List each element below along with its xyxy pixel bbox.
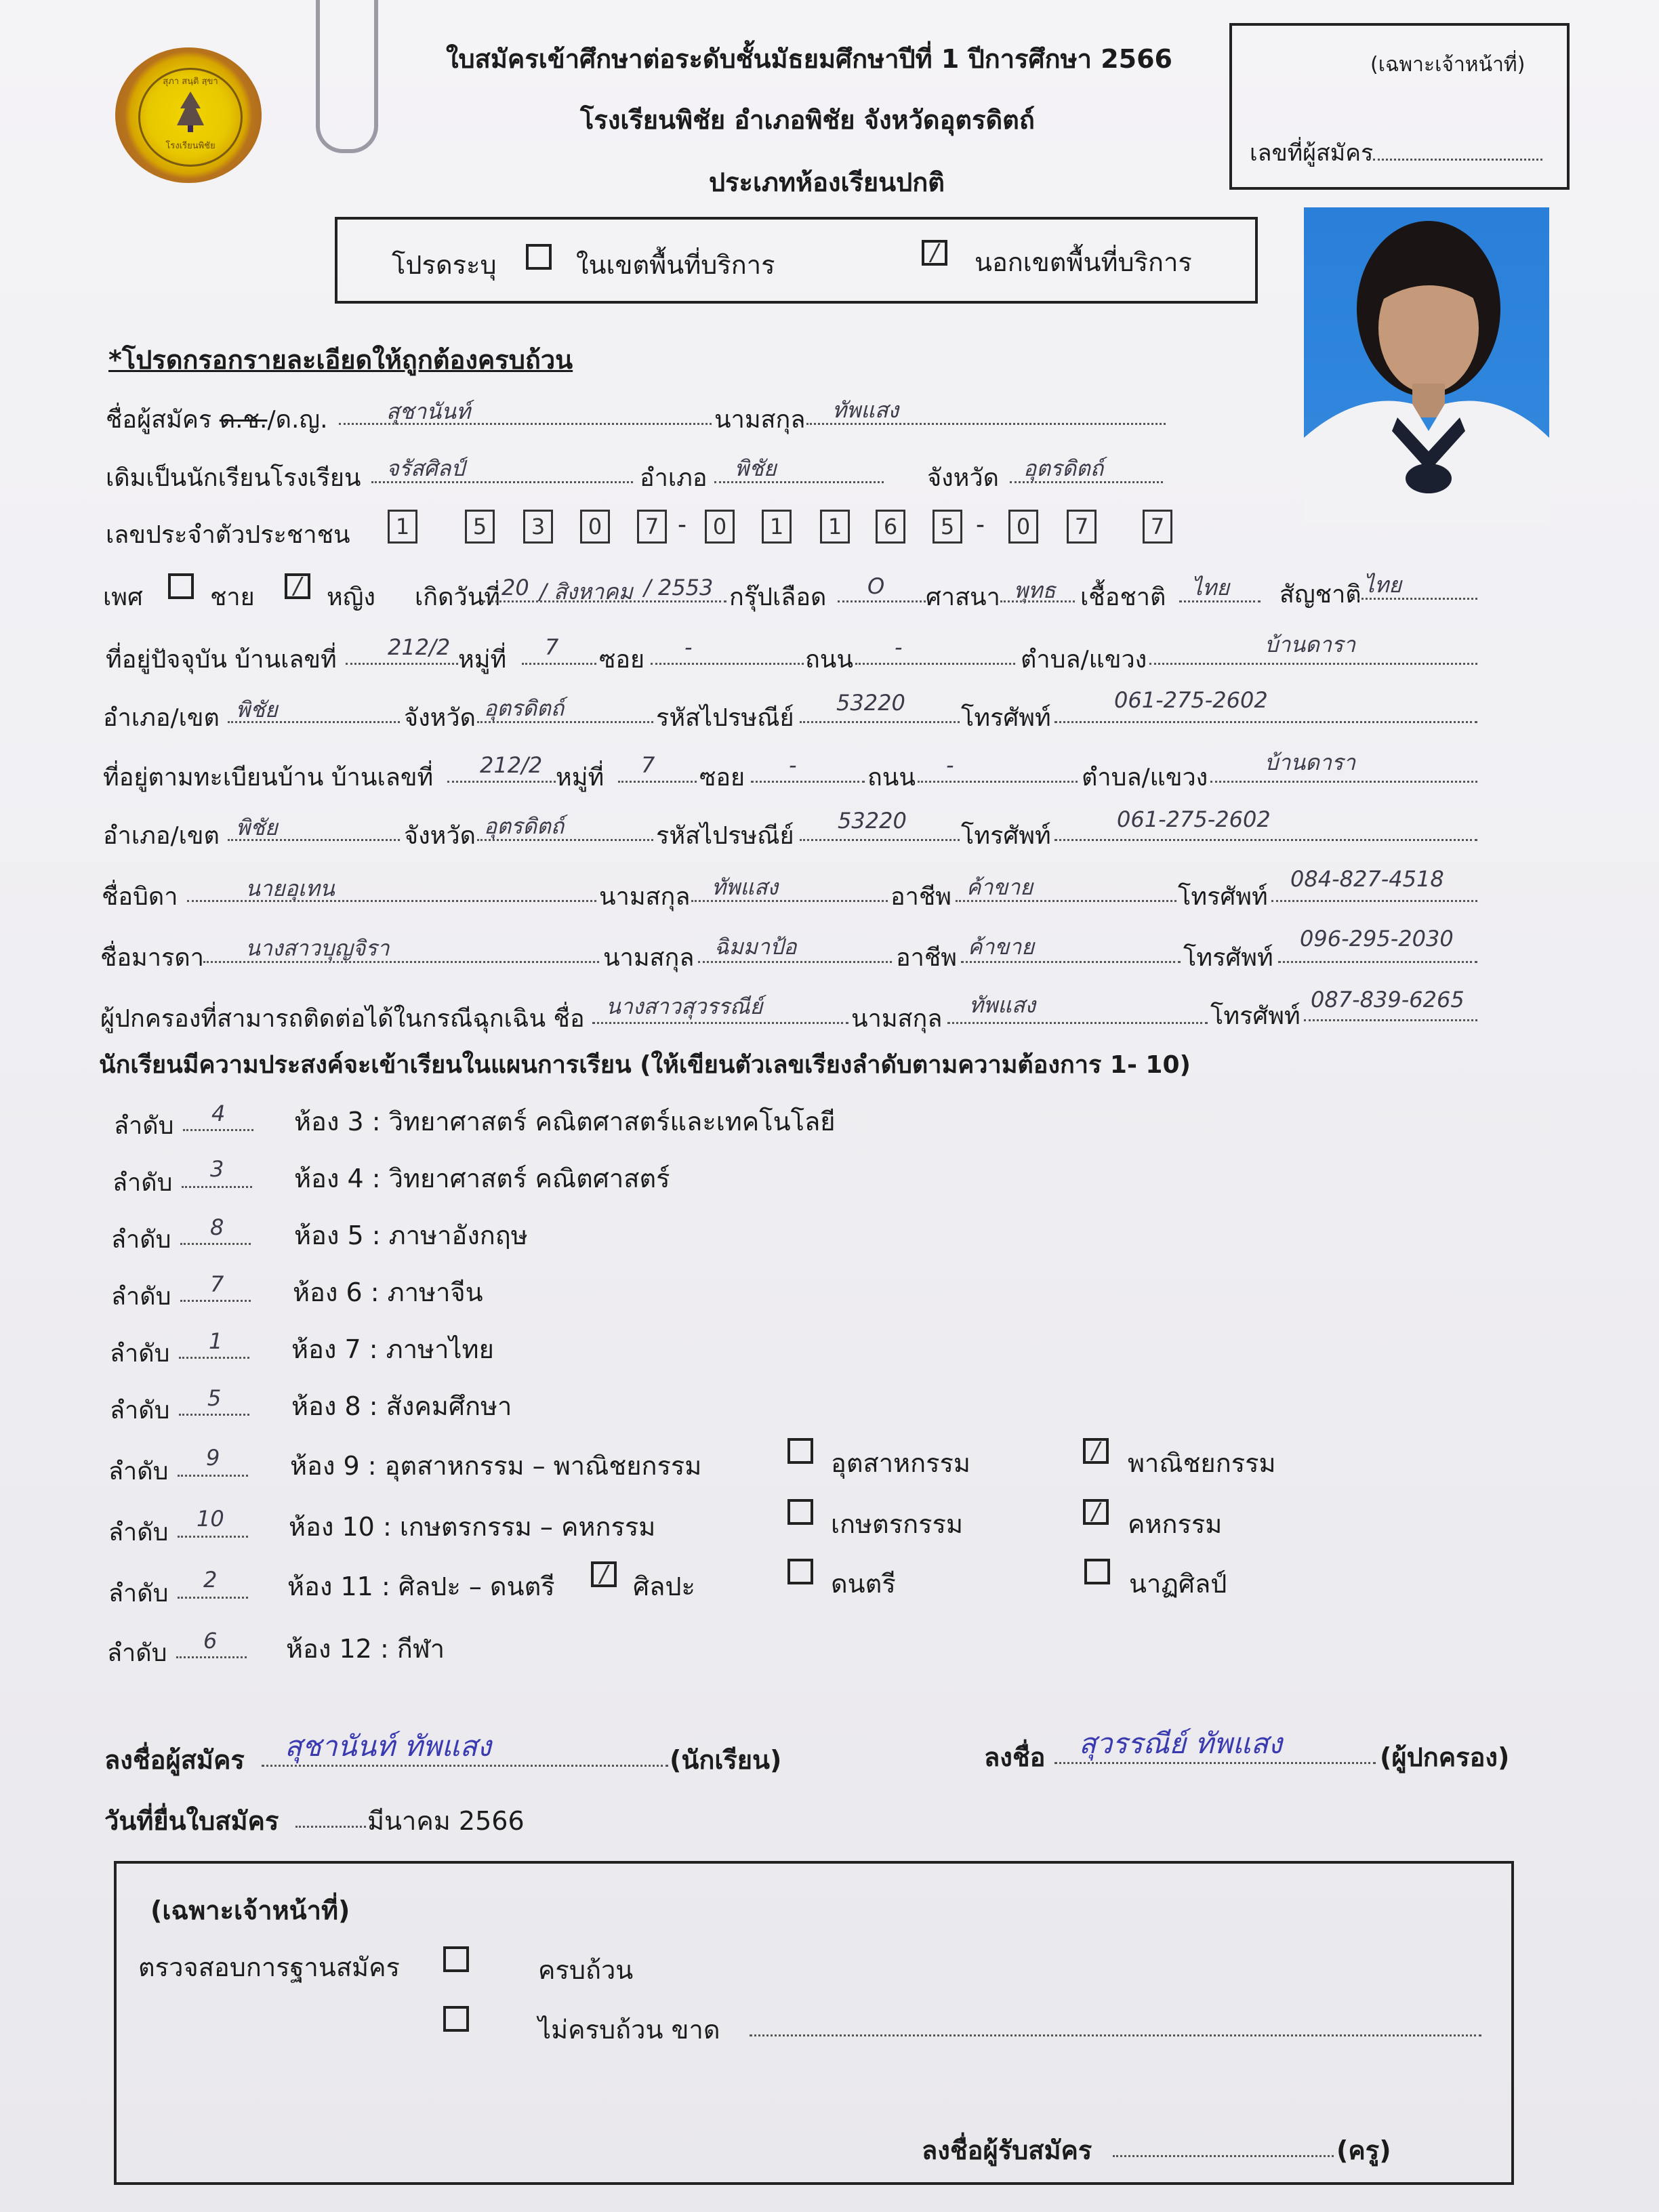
mother-surname[interactable]: ฉิมมาป้อ	[714, 934, 797, 960]
guardian-sign-line	[1054, 1736, 1376, 1764]
receiver-sign-label: ลงชื่อผู้รับสมัคร	[922, 2135, 1092, 2165]
plan-rank-value[interactable]: 8	[210, 1214, 224, 1240]
surname-line	[806, 400, 1166, 425]
cur-postcode-label: รหัสไปรษณีย์	[656, 704, 794, 732]
cur-province[interactable]: อุตรดิตถ์	[484, 695, 565, 721]
instructions: *โปรดกรอกรายละเอียดให้ถูกต้องครบถ้วน	[108, 345, 573, 375]
cur-district-label: อำเภอ/เขต	[103, 704, 220, 732]
reg-district[interactable]: พิชัย	[236, 815, 278, 840]
plan-room: ห้อง 10 : เกษตรกรรม – คหกรรม	[289, 1512, 656, 1542]
prefix-struck: ด.ช.	[219, 406, 268, 434]
male-label: ชาย	[210, 583, 255, 611]
reg-province[interactable]: อุตรดิตถ์	[484, 813, 565, 839]
birth-line	[483, 577, 726, 602]
complete-label: ครบถ้วน	[538, 1955, 634, 1985]
plan-room: ห้อง 3 : วิทยาศาสตร์ คณิตศาสตร์และเทคโนโลยี	[294, 1107, 836, 1136]
reg-province-line	[477, 816, 653, 841]
cur-subdistrict[interactable]: บ้านดารา	[1265, 632, 1356, 657]
plan-rank-value[interactable]: 7	[210, 1271, 224, 1297]
reg-province-label: จังหวัด	[404, 822, 476, 850]
cur-soi[interactable]: -	[684, 634, 693, 660]
id-separator: -	[976, 511, 985, 539]
reg-subdistrict[interactable]: บ้านดารา	[1265, 750, 1356, 775]
plan-rank-label: ลำดับ	[108, 1580, 169, 1607]
id-digit[interactable]: 1	[762, 510, 792, 544]
reg-moo[interactable]: 7	[641, 752, 655, 778]
plan-rank-label: ลำดับ	[108, 1458, 169, 1486]
cur-subdistrict-label: ตำบล/แขวง	[1021, 646, 1147, 674]
incomplete-checkbox[interactable]	[443, 2006, 469, 2032]
reg-district-label: อำเภอ/เขต	[103, 822, 220, 850]
applicant-role: (นักเรียน)	[670, 1745, 782, 1775]
cur-moo[interactable]: 7	[545, 634, 559, 660]
cur-postcode[interactable]: 53220	[836, 690, 905, 716]
race-line	[1179, 577, 1261, 602]
prev-school-label: เดิมเป็นนักเรียนโรงเรียน	[106, 464, 361, 492]
birth-day[interactable]: 20	[501, 575, 529, 600]
applicant-sign-line	[262, 1739, 668, 1767]
mother-job[interactable]: ค้าขาย	[968, 934, 1034, 960]
surname-value[interactable]: ทัพแสง	[832, 397, 899, 423]
plan-rank-label: ลำดับ	[112, 1169, 173, 1197]
reg-road-label: ถนน	[867, 764, 916, 792]
cur-subdistrict-line	[1149, 640, 1477, 665]
applicant-no-field[interactable]	[1250, 134, 1542, 171]
cur-province-label: จังหวัด	[404, 704, 476, 732]
mother-phone[interactable]: 096-295-2030	[1300, 926, 1454, 951]
reg-subdistrict-line	[1210, 758, 1477, 783]
area-in-checkbox[interactable]	[526, 244, 552, 270]
area-out-checkbox[interactable]: /	[922, 240, 947, 266]
id-separator: -	[678, 511, 687, 539]
submit-date-label: วันที่ยื่นใบสมัคร	[104, 1806, 279, 1836]
nationality-label: สัญชาติ	[1279, 581, 1361, 609]
reg-road-line	[918, 758, 1078, 783]
commerce-label: พาณิชยกรรม	[1128, 1448, 1276, 1478]
cur-house-line	[346, 640, 458, 665]
plan-rank-line	[176, 1633, 247, 1658]
blood-label: กรุ๊ปเลือด	[729, 583, 827, 611]
id-label: เลขประจำตัวประชาชน	[106, 521, 350, 549]
plan-rank-value[interactable]: 5	[207, 1385, 222, 1411]
cur-address-label: ที่อยู่ปัจจุบัน บ้านเลขที่	[106, 646, 337, 674]
applicant-no-label: เลขที่ผู้สมัคร	[1250, 140, 1374, 167]
plan-rank-line	[180, 1277, 251, 1302]
cur-moo-label: หมู่ที่	[458, 646, 507, 674]
plan-rank-value[interactable]: 9	[206, 1445, 220, 1471]
area-out-label: นอกเขตพื้นที่บริการ	[975, 247, 1192, 277]
female-label: หญิง	[327, 583, 375, 611]
race-value[interactable]: ไทย	[1191, 575, 1229, 600]
mother-label: ชื่อมารดา	[100, 944, 204, 972]
plan-rank-line	[180, 1220, 251, 1245]
missing-items-line[interactable]	[750, 2009, 1481, 2036]
prev-district-label: อำเภอ	[640, 464, 708, 492]
cur-phone[interactable]: 061-275-2602	[1114, 687, 1268, 713]
plan-room: ห้อง 11 : ศิลปะ – ดนตรี	[287, 1572, 555, 1601]
plan-rank-value[interactable]: 4	[211, 1101, 226, 1126]
art-checkbox[interactable]: /	[591, 1561, 617, 1587]
reg-postcode-label: รหัสไปรษณีย์	[656, 822, 794, 850]
agriculture-label: เกษตรกรรม	[831, 1509, 964, 1539]
plan-rank-label: ลำดับ	[108, 1519, 169, 1547]
plan-rank-line	[183, 1106, 253, 1131]
dance-label: นาฏศิลป์	[1129, 1569, 1227, 1599]
cur-road-line	[855, 640, 1015, 665]
applicant-name-row	[106, 400, 328, 438]
father-job-line	[956, 877, 1176, 902]
plan-rank-value[interactable]: 3	[210, 1156, 224, 1182]
id-digit[interactable]: 7	[1067, 510, 1097, 544]
reg-soi[interactable]: -	[789, 752, 797, 778]
guardian-name[interactable]: นางสาวสุวรรณีย์	[606, 994, 763, 1019]
submit-date-line[interactable]	[295, 1800, 366, 1828]
student-portrait-image	[1304, 207, 1549, 523]
paper-clip	[316, 0, 378, 153]
music-label: ดนตรี	[831, 1569, 896, 1599]
blood-value[interactable]: O	[867, 573, 885, 599]
reg-district-line	[228, 816, 400, 841]
cur-province-line	[477, 698, 653, 723]
form-title: ใบสมัครเข้าศึกษาต่อระดับชั้นมัธยมศึกษาปีที่ 1 ปีการศึกษา 2566	[446, 44, 1172, 74]
father-surname-label: นามสกุล	[599, 883, 691, 911]
id-digit[interactable]: 7	[1143, 510, 1172, 544]
prev-district-line	[714, 458, 884, 483]
applicant-sign-label: ลงชื่อผู้สมัคร	[104, 1745, 245, 1775]
guardian-name-line	[592, 999, 848, 1024]
guardian-surname-label: นามสกุล	[851, 1005, 943, 1033]
prev-province-value[interactable]: อุตรดิตถ์	[1023, 455, 1104, 481]
cur-phone-line	[1054, 698, 1477, 723]
id-digit[interactable]: 5	[933, 510, 962, 544]
guardian-phone[interactable]: 087-839-6265	[1311, 987, 1465, 1012]
religion-line	[1000, 577, 1075, 602]
plans-heading: นักเรียนมีความประสงค์จะเข้าเรียนในแผนการเรียน (ให้เขียนตัวเลขเรียงลำดับตามความต้องการ 1- 10)	[99, 1051, 1191, 1079]
mother-phone-label: โทรศัพท์	[1183, 944, 1273, 972]
industry-label: อุตสาหกรรม	[831, 1448, 970, 1478]
commerce-checkbox[interactable]: /	[1083, 1438, 1109, 1464]
gender-label: เพศ	[103, 583, 143, 611]
reg-phone-line	[1054, 816, 1477, 841]
seal-text-top: สุภา สนฺติ สฺขา	[163, 77, 218, 87]
reg-address-label: ที่อยู่ตามทะเบียนบ้าน บ้านเลขที่	[103, 764, 434, 792]
father-phone-line	[1271, 877, 1477, 902]
home-economics-label: คหกรรม	[1128, 1509, 1223, 1539]
religion-value[interactable]: พุทธ	[1014, 577, 1056, 603]
plan-rank-line	[182, 1163, 252, 1188]
reg-house-no[interactable]: 212/2	[480, 752, 543, 778]
official-title: (เฉพาะเจ้าหน้าที่)	[150, 1896, 350, 1925]
plan-rank-value[interactable]: 6	[203, 1628, 218, 1654]
area-in-label: ในเขตพื้นที่บริการ	[576, 250, 775, 280]
applicant-photo	[1304, 207, 1549, 523]
service-area-box	[335, 217, 1258, 304]
reg-postcode[interactable]: 53220	[838, 808, 907, 834]
plan-room: ห้อง 8 : สังคมศึกษา	[291, 1391, 512, 1421]
plan-rank-line	[178, 1452, 248, 1477]
seal-emblem-icon	[163, 88, 218, 136]
female-checkbox[interactable]: /	[285, 573, 310, 599]
mother-phone-line	[1278, 938, 1477, 963]
mother-name-line	[203, 938, 599, 963]
father-job[interactable]: ค้าขาย	[966, 874, 1033, 900]
plan-rank-label: ลำดับ	[111, 1226, 171, 1254]
guardian-role: (ผู้ปกครอง)	[1380, 1742, 1510, 1772]
plan-rank-value[interactable]: 2	[203, 1567, 218, 1593]
mother-job-label: อาชีพ	[896, 944, 957, 972]
religion-label: ศาสนา	[926, 583, 1000, 611]
school-seal-logo	[115, 47, 262, 183]
cur-soi-line	[651, 640, 804, 665]
receiver-role: (ครู)	[1336, 2135, 1391, 2165]
agriculture-checkbox[interactable]	[787, 1499, 813, 1525]
prev-province-label: จังหวัด	[927, 464, 999, 492]
seal-emblem	[138, 68, 243, 167]
cur-soi-label: ซอย	[599, 646, 645, 674]
receiver-sign-line[interactable]	[1113, 2129, 1334, 2157]
plan-room: ห้อง 4 : วิทยาศาสตร์ คณิตศาสตร์	[294, 1164, 670, 1193]
incomplete-label: ไม่ครบถ้วน ขาด	[538, 2015, 720, 2045]
cur-district-line	[228, 698, 400, 723]
plan-room: ห้อง 7 : ภาษาไทย	[291, 1334, 494, 1364]
id-digit[interactable]: 0	[1008, 510, 1038, 544]
plan-rank-value[interactable]: 1	[209, 1328, 223, 1354]
dance-checkbox[interactable]	[1084, 1559, 1110, 1584]
reg-soi-label: ซอย	[699, 764, 745, 792]
father-name-line	[187, 877, 596, 902]
id-digit[interactable]: 6	[876, 510, 905, 544]
guardian-label: ผู้ปกครองที่สามารถติดต่อได้ในกรณีฉุกเฉิน ชื่อ	[100, 1005, 585, 1033]
id-digit[interactable]: 0	[580, 510, 610, 544]
mother-surname-line	[698, 938, 892, 963]
plan-rank-label: ลำดับ	[110, 1397, 170, 1425]
classroom-type: ประเภทห้องเรียนปกติ	[709, 167, 945, 197]
father-label: ชื่อบิดา	[102, 883, 178, 911]
birth-year[interactable]: / 2553	[644, 575, 714, 600]
art-label: ศิลปะ	[633, 1572, 695, 1601]
industry-checkbox[interactable]	[787, 1438, 813, 1464]
cur-house-no[interactable]: 212/2	[388, 634, 451, 660]
mother-surname-label: นามสกุล	[603, 944, 695, 972]
nationality-line	[1353, 575, 1477, 600]
guardian-phone-line	[1304, 996, 1477, 1021]
name-label: ชื่อผู้สมัคร	[106, 406, 212, 434]
father-name[interactable]: นายอุเทน	[245, 876, 335, 901]
id-digit[interactable]: 1	[820, 510, 850, 544]
first-name-value[interactable]: สุชานันท์	[386, 398, 471, 424]
plan-rank-line	[179, 1334, 249, 1359]
plan-rank-label: ลำดับ	[110, 1340, 170, 1368]
reg-subdistrict-label: ตำบล/แขวง	[1082, 764, 1208, 792]
submit-date-value: มีนาคม 2566	[367, 1806, 525, 1836]
guardian-surname-line	[947, 999, 1208, 1024]
father-surname-line	[691, 877, 888, 902]
plan-rank-line	[179, 1391, 249, 1416]
home-economics-checkbox[interactable]: /	[1083, 1499, 1109, 1525]
music-checkbox[interactable]	[787, 1559, 813, 1584]
reg-moo-line	[618, 758, 697, 783]
cur-road-label: ถนน	[805, 646, 854, 674]
birth-label: เกิดวันที่	[415, 583, 501, 611]
applicant-signature[interactable]: สุชานันท์ ทัพแสง	[285, 1729, 491, 1763]
complete-checkbox[interactable]	[443, 1946, 469, 1972]
nationality-value[interactable]: ไทย	[1364, 572, 1401, 598]
plan-rank-value[interactable]: 10	[197, 1506, 224, 1532]
id-digit[interactable]: 0	[705, 510, 735, 544]
prev-district-value[interactable]: พิชัย	[735, 455, 777, 481]
cur-moo-line	[522, 640, 596, 665]
male-checkbox[interactable]	[168, 573, 194, 599]
reg-soi-line	[751, 758, 865, 783]
plan-room: ห้อง 5 : ภาษาอังกฤษ	[294, 1221, 528, 1250]
seal-text-bottom: โรงเรียนพิชัย	[165, 141, 216, 151]
reg-road[interactable]: -	[946, 752, 954, 778]
surname-label: นามสกุล	[714, 406, 806, 434]
father-phone[interactable]: 084-827-4518	[1290, 866, 1444, 892]
guardian-signature[interactable]: สุวรรณีย์ ทัพแสง	[1079, 1727, 1282, 1760]
father-surname[interactable]: ทัพแสง	[712, 874, 778, 900]
plan-room: ห้อง 9 : อุตสาหกรรม – พาณิชยกรรม	[290, 1451, 702, 1481]
birth-month[interactable]: / สิงหาคม	[539, 579, 633, 605]
official-review-box	[114, 1861, 1514, 2185]
reg-phone[interactable]: 061-275-2602	[1117, 806, 1271, 832]
cur-road[interactable]: -	[895, 634, 903, 660]
reg-house-line	[447, 758, 556, 783]
plan-room: ห้อง 12 : กีฬา	[286, 1634, 445, 1664]
father-job-label: อาชีพ	[890, 883, 951, 911]
father-phone-label: โทรศัพท์	[1178, 883, 1268, 911]
prev-school-line	[371, 458, 633, 483]
prefix: /ด.ญ.	[267, 406, 328, 434]
id-digit[interactable]: 5	[465, 510, 495, 544]
id-digit[interactable]: 7	[637, 510, 667, 544]
area-prompt: โปรดระบุ	[392, 250, 497, 280]
official-box-title: (เฉพาะเจ้าหน้าที่)	[1370, 53, 1525, 77]
reg-postcode-line	[800, 816, 960, 841]
guardian-surname[interactable]: ทัพแสง	[969, 992, 1036, 1018]
cur-postcode-line	[800, 698, 960, 723]
guardian-phone-label: โทรศัพท์	[1210, 1002, 1300, 1030]
check-label: ตรวจสอบการฐานสมัคร	[138, 1952, 400, 1982]
cur-phone-label: โทรศัพท์	[961, 704, 1051, 732]
id-digit[interactable]: 1	[388, 510, 417, 544]
blood-line	[838, 577, 926, 602]
id-digit[interactable]: 3	[523, 510, 553, 544]
mother-name[interactable]: นางสาวบุญจิรา	[245, 935, 390, 961]
plan-rank-line	[178, 1574, 248, 1599]
guardian-sign-label: ลงชื่อ	[984, 1742, 1046, 1772]
plan-room: ห้อง 6 : ภาษาจีน	[293, 1277, 483, 1307]
school-name: โรงเรียนพิชัย อำเภอพิชัย จังหวัดอุตรดิตถ์	[580, 105, 1035, 135]
plan-rank-label: ลำดับ	[111, 1283, 171, 1311]
first-name-line	[339, 400, 712, 425]
mother-job-line	[961, 938, 1181, 963]
prev-province-line	[1010, 458, 1163, 483]
plan-rank-line	[178, 1513, 248, 1538]
prev-school-value[interactable]: จรัสศิลป์	[386, 455, 465, 481]
race-label: เชื้อชาติ	[1080, 583, 1166, 611]
reg-phone-label: โทรศัพท์	[961, 822, 1051, 850]
plan-rank-label: ลำดับ	[107, 1639, 167, 1667]
official-id-box	[1229, 23, 1570, 190]
cur-district[interactable]: พิชัย	[236, 697, 278, 722]
reg-moo-label: หมู่ที่	[556, 764, 605, 792]
plan-rank-label: ลำดับ	[114, 1112, 174, 1140]
